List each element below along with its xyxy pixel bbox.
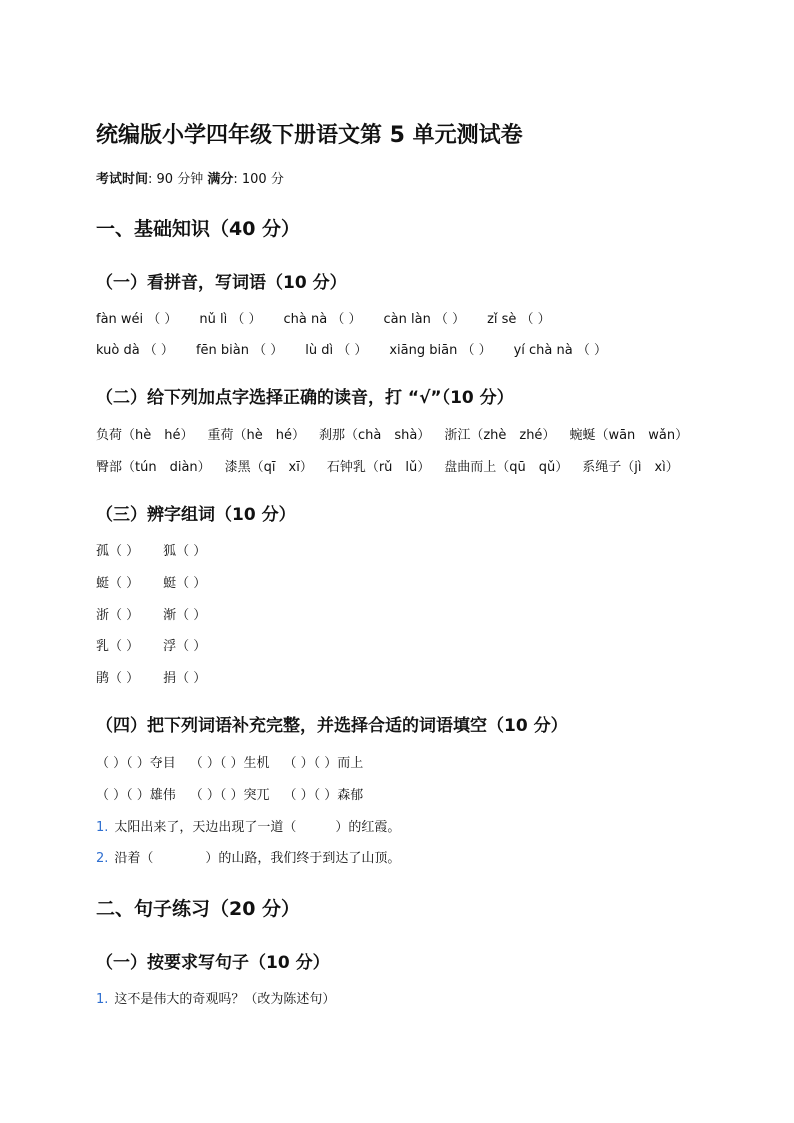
word-group-item: 浙（ ） bbox=[96, 608, 140, 623]
word-group-item: 蜓（ ） bbox=[96, 576, 140, 591]
section-rewrite-heading: （一）按要求写句子（10 分） bbox=[96, 953, 330, 973]
part1-heading: 一、基础知识（40 分） bbox=[96, 218, 301, 240]
section-word-group-heading: （三）辨字组词（10 分） bbox=[96, 505, 296, 525]
pinyin-item: càn làn （ ） bbox=[383, 312, 466, 327]
question-text: 沿着（ ）的山路，我们终于到达了山顶。 bbox=[114, 851, 401, 866]
question-number: 1. bbox=[96, 820, 109, 835]
word-group-item: 狐（ ） bbox=[163, 544, 207, 559]
reading-item: 浙江（zhè zhé） bbox=[444, 428, 556, 443]
word-group-item: 鹃（ ） bbox=[96, 671, 140, 686]
reading-item: 蜿蜒（wān wǎn） bbox=[569, 428, 689, 443]
reading-item: 重荷（hè hé） bbox=[207, 428, 305, 443]
question-number: 2. bbox=[96, 851, 109, 866]
exam-meta bbox=[96, 170, 284, 190]
word-group-row bbox=[96, 542, 230, 562]
word-group-item: 浮（ ） bbox=[163, 639, 207, 654]
reading-item: 漆黑（qī xī） bbox=[224, 460, 313, 475]
pinyin-item: nǔ lì （ ） bbox=[199, 312, 262, 327]
complete-word-item: （ ）（ ）森郁 bbox=[283, 788, 364, 803]
time-label: 考试时间 bbox=[96, 172, 149, 187]
pinyin-item: lù dì （ ） bbox=[305, 343, 368, 358]
complete-words-row-1 bbox=[96, 754, 377, 774]
pinyin-row-2 bbox=[96, 341, 629, 361]
pinyin-item: fēn biàn （ ） bbox=[195, 343, 284, 358]
word-group-row bbox=[96, 574, 230, 594]
complete-word-item: （ ）（ ）雄伟 bbox=[96, 788, 176, 803]
pinyin-row-1 bbox=[96, 310, 573, 330]
word-group-item: 渐（ ） bbox=[163, 608, 207, 623]
complete-word-item: （ ）（ ）夺目 bbox=[96, 756, 176, 771]
section-complete-words-heading: （四）把下列词语补充完整，并选择合适的词语填空（10 分） bbox=[96, 716, 568, 736]
complete-word-item: （ ）（ ）而上 bbox=[283, 756, 364, 771]
score-label: 满分 bbox=[207, 172, 234, 187]
word-group-row bbox=[96, 637, 230, 657]
time-value: : 90 分钟 bbox=[148, 172, 204, 187]
pinyin-item: kuò dà （ ） bbox=[96, 343, 174, 358]
reading-item: 负荷（hè hé） bbox=[96, 428, 194, 443]
section-reading-heading: （二）给下列加点字选择正确的读音，打 “√”（10 分） bbox=[96, 388, 514, 408]
word-group-item: 乳（ ） bbox=[96, 639, 140, 654]
pinyin-item: yí chà nà （ ） bbox=[513, 343, 607, 358]
reading-item: 石钟乳（rǔ lǔ） bbox=[326, 460, 431, 475]
fill-question-2 bbox=[96, 849, 400, 869]
reading-item: 系绳子（jì xì） bbox=[582, 460, 679, 475]
word-group-item: 孤（ ） bbox=[96, 544, 140, 559]
rewrite-question-1 bbox=[96, 990, 335, 1010]
part2-heading: 二、句子练习（20 分） bbox=[96, 898, 301, 920]
page-title: 统编版小学四年级下册语文第 5 单元测试卷 bbox=[96, 123, 523, 148]
section-pinyin-heading: （一）看拼音，写词语（10 分） bbox=[96, 273, 347, 293]
word-group-item: 捐（ ） bbox=[163, 671, 207, 686]
complete-word-item: （ ）（ ）生机 bbox=[189, 756, 270, 771]
word-group-item: 蜓（ ） bbox=[163, 576, 207, 591]
pinyin-item: zǐ sè （ ） bbox=[487, 312, 551, 327]
reading-item: 盘曲而上（qū qǔ） bbox=[444, 460, 569, 475]
pinyin-item: chà nà （ ） bbox=[283, 312, 362, 327]
question-number: 1. bbox=[96, 992, 109, 1007]
word-group-row bbox=[96, 669, 230, 689]
score-value: : 100 分 bbox=[233, 172, 284, 187]
reading-item: 刹那（chà shà） bbox=[318, 428, 431, 443]
reading-item: 臀部（tún diàn） bbox=[96, 460, 211, 475]
pinyin-item: fàn wéi （ ） bbox=[96, 312, 178, 327]
question-text: 这不是伟大的奇观吗？（改为陈述句） bbox=[114, 992, 336, 1007]
reading-row-2 bbox=[96, 458, 693, 478]
complete-words-row-2 bbox=[96, 786, 377, 806]
reading-row-1 bbox=[96, 426, 702, 446]
pinyin-item: xiāng biān （ ） bbox=[389, 343, 492, 358]
complete-word-item: （ ）（ ）突兀 bbox=[189, 788, 270, 803]
fill-question-1 bbox=[96, 818, 400, 838]
question-text: 太阳出来了，天边出现了一道（ ）的红霞。 bbox=[114, 820, 401, 835]
word-group-row bbox=[96, 606, 230, 626]
